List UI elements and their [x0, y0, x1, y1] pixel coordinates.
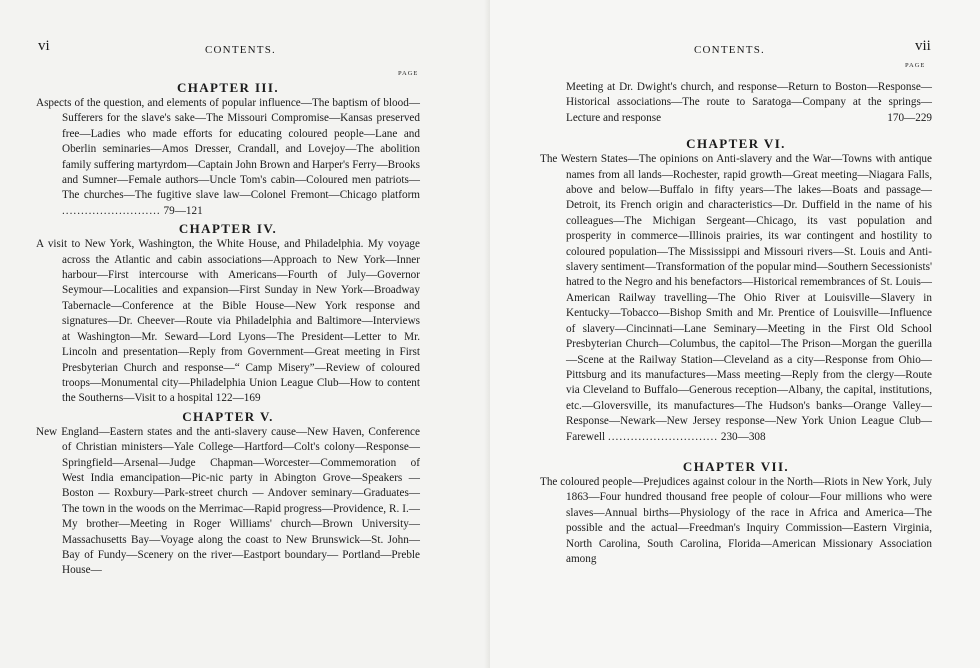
chapter-v-continuation-summary: Meeting at Dr. Dwight's church, and response—Return to Boston—Response—Historical associations—The route to Saratoga—Company at the springs—Lecture and response	[566, 81, 932, 124]
chapter-iv-pages: 122—169	[215, 392, 261, 405]
chapter-iv-entry	[36, 237, 420, 406]
chapter-iv-heading: CHAPTER IV.	[178, 221, 278, 237]
right-contents-column	[540, 80, 932, 567]
left-page-number: vi	[38, 38, 50, 54]
chapter-vi-leader: .............................	[607, 430, 719, 443]
chapter-v-continuation	[540, 80, 932, 126]
right-page	[490, 0, 980, 668]
chapter-vi-entry	[540, 152, 932, 445]
left-running-head: CONTENTS.	[205, 44, 276, 56]
chapter-vii-summary: The coloured people—Prejudices against colour in the North—Riots in New York, July 1863—Four hundred thousand free people of colour—Four millions who were slaves—Annual births—Physiology of the race in Africa and America—The possible and the actual—Freedman's Inquiry Commission—Eastern Virginia, North Carolina, South Carolina, Florida—American Missionary Association among	[540, 475, 932, 565]
left-page-column-label: PAGE	[398, 70, 419, 77]
chapter-iii-summary: Aspects of the question, and elements of popular influence—The baptism of blood—Sufferers for the slave's sake—The Missouri Compromise—Kansas preserved free—Ladies who made efforts for educating coloured people—Lane and Oberlin seminaries—Amos Dresser, Crandall, and Lovejoy—The abolition family suffering martyrdom—Captain John Brown and Harper's Ferry—Brooks and Sumner—Female authors—Uncle Tom's cabin—Coloured men patriots—The churches—The fugitive slave law—Colonel Fremont—Chicago platform	[36, 97, 420, 202]
chapter-vi-heading: CHAPTER VI.	[686, 136, 786, 152]
chapter-iii-pages: 79—121	[163, 204, 203, 217]
chapter-vi-pages: 230—308	[720, 430, 766, 443]
chapter-vii-heading: CHAPTER VII.	[682, 458, 790, 474]
right-running-head: CONTENTS.	[694, 44, 765, 56]
chapter-iii-leader: ..........................	[62, 204, 161, 217]
right-page-column-label: PAGE	[905, 62, 926, 69]
right-page-number: vii	[915, 38, 931, 54]
chapter-vii-entry	[540, 475, 932, 567]
chapter-v-pages: 170—229	[887, 111, 932, 124]
left-contents-column	[36, 80, 420, 579]
chapter-v-summary: New England—Eastern states and the anti-slavery cause—New Haven, Conference of Christian ministers—Yale College—Hartford—Colt's colony—Response—Springfield—Arsenal—Judge Chapman—Worcester—Commemoration of West India emancipation—Pic-nic party in Abington Grove—Speakers — Boston — Roxbury—Park-street church — Andover seminary—Graduates—The town in the woods on the Merrimac—Rapid progress—Providence, R. I.—My brother—Meeting in Roger Williams' church—Brown University—Massachusetts Bay—Voyage along the coast to New Brunswick—St. John—Bay of Fundy—Scenery on the river—Eastport boundary— Portland—Preble House—	[36, 425, 420, 577]
chapter-iii-entry	[36, 96, 420, 219]
chapter-iv-summary: A visit to New York, Washington, the White House, and Philadelphia. My voyage across the Atlantic and cabin associations—Approach to New York—Inner harbour—First intercourse with Americans—Fourth of July—Governor Seymour—Localities and expansion—First Sunday in New York—Broadway Tabernacle—Conference at the Bible House—New York response and signatures—Dr. Cheever—Route via Philadelphia and Baltimore—Interviews at Washington—Mr. Seward—Lord Lyons—The President—Letter to Mr. Lincoln and presentation—Reply from Government—Great meeting in First Presbyterian Church and response—“ Camp Misery”—Review of coloured troops—Monumental city—Philadelphia Union League Club—How to content the Southerns—Visit to a hospital	[36, 238, 420, 405]
chapter-v-heading: CHAPTER V.	[182, 408, 274, 424]
chapter-v-entry	[36, 425, 420, 579]
chapter-iii-heading: CHAPTER III.	[176, 80, 280, 95]
chapter-vi-summary: The Western States—The opinions on Anti-slavery and the War—Towns with antique names from all lands—Rochester, rapid growth—Great meeting—Niagara Falls, above and below—Buffalo in fifty years—The lakes—Boats and passage—Detroit, its French origin and characteristics—Dr. Duffield in the name of his colleagues—The Michigan Sergeant—Chicago, its vast population and prosperity in commerce—Illinois prairies, its war contingent and hostility to coloured population—The Mississippi and Missouri rivers—St. Louis and Anti-slavery sentiment—Transformation of the popular mind—Southern Secessionists' hatred to the Negro and his benefactors—Historical remembrances of St. Louis—American Railway travelling—The Ohio River at Louisville—Slavery in Kentucky—Tobacco—Bishop Smith and Mr. Prentice of Louisville—Influence of slavery—Cincinnati—Lane Seminary—Meeting in the First Old School Presbyterian Church—Columbus, the capitol—The Prison—Morgan the guerilla—Scene at the Railway Station—Cleveland as a city—Response from Ohio—Pittsburg and its manufactures—Mass meeting—Reply from the clergy—Route via Cleveland to Buffalo—Generous reception—Albany, the capital, institutions, etc.—Gloversville, its manufactures—The Hudson's banks—Orange Valley—Response—Newark—New Jersey response—New York Union League Club—Farewell	[540, 153, 932, 443]
